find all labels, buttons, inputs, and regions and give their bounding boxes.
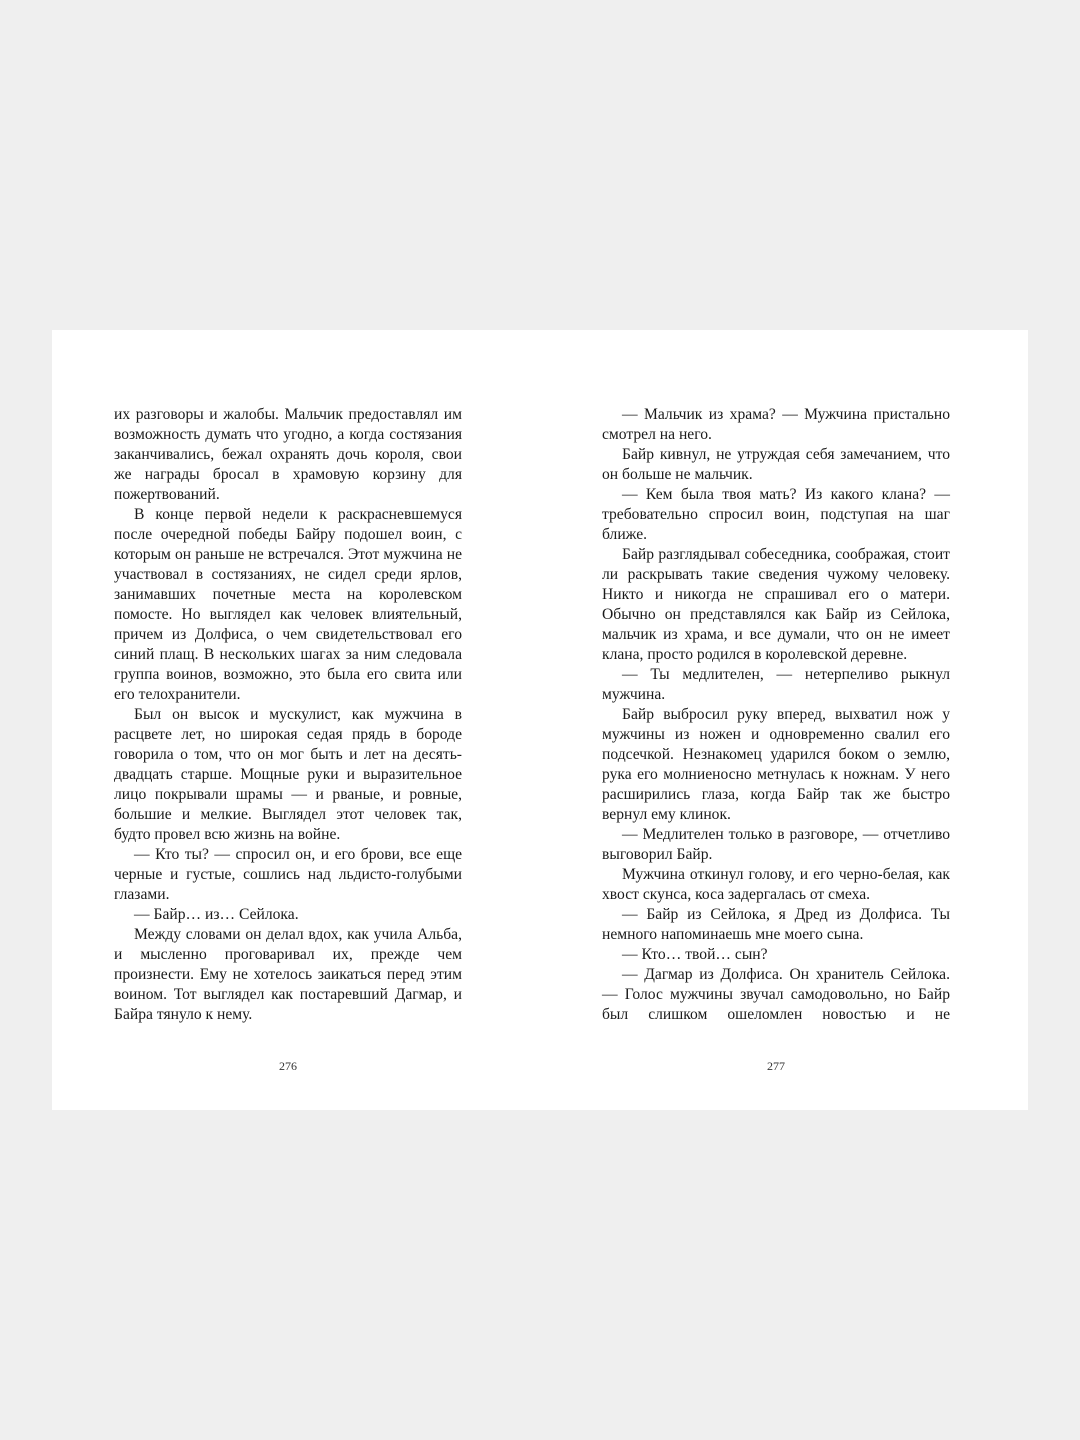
paragraph: — Байр из Сейлока, я Дред из Долфиса. Ты немного напоминаешь мне моего сына. <box>602 906 950 943</box>
page-number-left: 276 <box>279 1059 297 1073</box>
book-spread <box>52 330 1028 1110</box>
paragraph: — Медлителен только в разговоре, — отчетливо выговорил Байр. <box>602 826 950 863</box>
paragraph: — Кем была твоя мать? Из какого клана? — требовательно спросил воин, подступая на шаг ближе. <box>602 486 950 543</box>
paragraph: — Мальчик из храма? — Мужчина пристально смотрел на него. <box>602 406 950 443</box>
paragraph: — Ты медлителен, — нетерпеливо рыкнул мужчина. <box>602 666 950 703</box>
paragraph: — Кто ты? — спросил он, и его брови, все еще черные и густые, сошлись над льдисто-голубыми глазами. <box>114 846 462 903</box>
paragraph: — Кто… твой… сын? <box>622 946 768 963</box>
paragraph: — Дагмар из Долфиса. Он хранитель Сейлока. — Голос мужчины звучал самодовольно, но Байр был слишком ошеломлен новостью и не <box>602 966 950 1023</box>
paragraph: — Байр… из… Сейлока. <box>134 906 299 923</box>
paragraph: их разговоры и жалобы. Мальчик предоставлял им возможность думать что угодно, а когда состязания заканчивались, бежал охранять дочь короля, свои же награды бросал в храмовую корзину для пожертвований. <box>114 406 462 503</box>
left-page <box>114 405 462 1085</box>
paragraph: Байр выбросил руку вперед, выхватил нож у мужчины из ножен и одновременно свалил его подсечкой. Незнакомец ударился боком о землю, рука его молниеносно метнулась к ножнам. У него расширились глаза, когда Байр так же быстро вернул ему клинок. <box>602 706 950 823</box>
paragraph: Байр кивнул, не утруждая себя замечанием, что он больше не мальчик. <box>602 446 950 483</box>
paragraph: Был он высок и мускулист, как мужчина в расцвете лет, но широкая седая прядь в бороде говорила о том, что он мог быть и лет на десять-двадцать старше. Мощные руки и выразительное лицо покрывали шрамы — и рваные, и ровные, большие и мелкие. Выглядел этот человек так, будто провел всю жизнь на войне. <box>114 706 462 843</box>
paragraph: Мужчина откинул голову, и его черно-белая, как хвост скунса, коса задергалась от смеха. <box>602 866 950 903</box>
right-page <box>602 405 950 1085</box>
paragraph: В конце первой недели к раскрасневшемуся после очередной победы Байру подошел воин, с которым он раньше не встречался. Этот мужчина не участвовал в состязаниях, не сидел среди ярлов, занимавших почетные места на королевском помосте. Но выглядел как человек влиятельный, причем из Долфиса, о чем свидетельствовал его синий плащ. В нескольких шагах за ним следовала группа воинов, возможно, это была его свита или его телохранители. <box>114 506 462 703</box>
left-page-text <box>114 405 462 1025</box>
paragraph: Между словами он делал вдох, как учила Альба, и мысленно проговаривал их, прежде чем произнести. Ему не хотелось заикаться перед этим воином. Тот выглядел как постаревший Дагмар, и Байра тянуло к нему. <box>114 926 462 1023</box>
page-number-right: 277 <box>767 1059 785 1073</box>
paragraph: Байр разглядывал собеседника, соображая, стоит ли раскрывать такие сведения чужому человеку. Никто и никогда не спрашивал его о матери. Обычно он представлялся как Байр из Сейлока, мальчик из храма, и все думали, что он не имеет клана, просто родился в королевской деревне. <box>602 546 950 663</box>
right-page-text <box>602 405 950 1025</box>
